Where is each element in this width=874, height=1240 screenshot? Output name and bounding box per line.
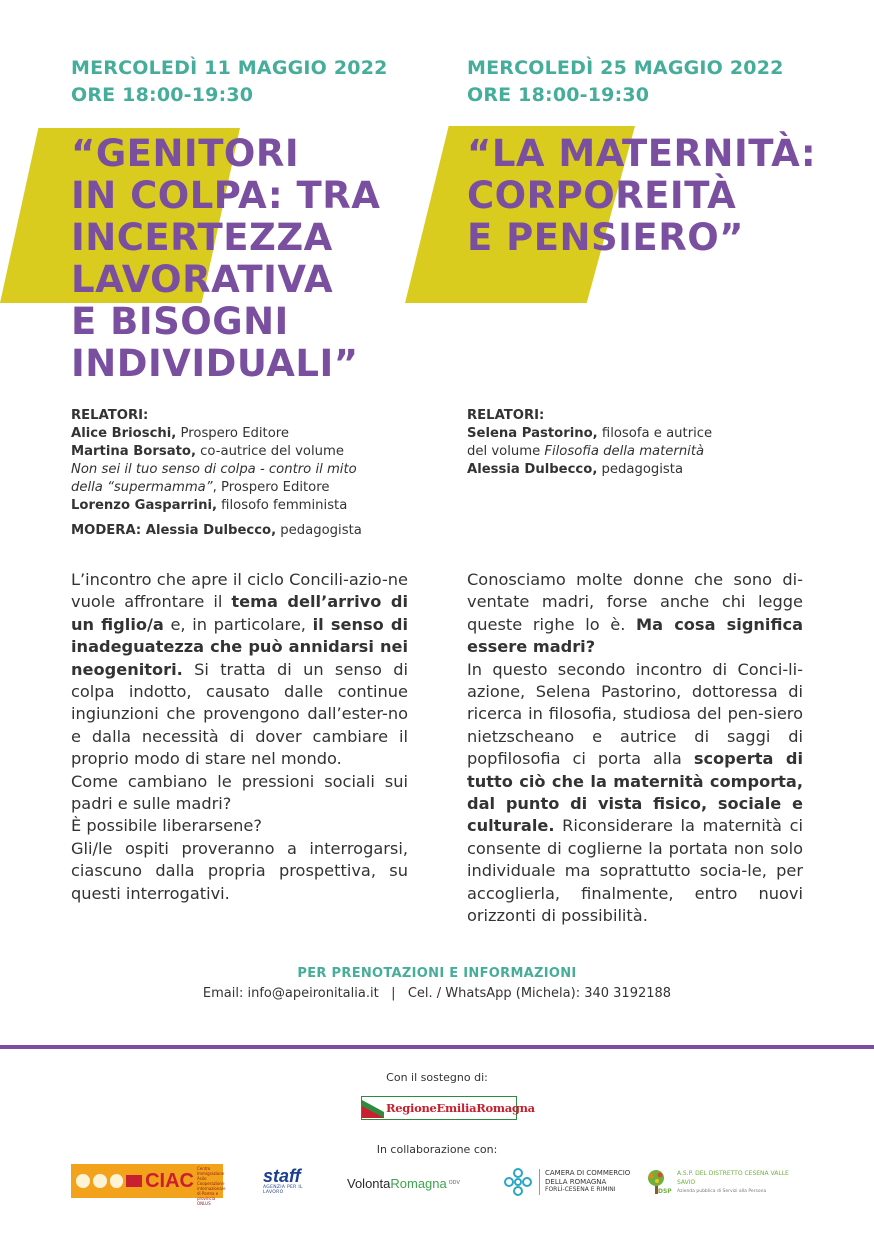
ciac-logo-text: CIAC — [145, 1169, 194, 1192]
speaker-line: Alessia Dulbecco, pedagogista — [467, 462, 684, 477]
speaker-line: Martina Borsato, co-autrice del volume — [71, 444, 344, 459]
staff-logo — [263, 1167, 321, 1197]
building-icon — [126, 1175, 142, 1187]
regione-flag-icon — [362, 1098, 384, 1118]
title-line: “LA MATERNITÀ: — [467, 132, 817, 175]
staff-logo-subtitle: AGENZIA PER IL LAVORO — [263, 1185, 303, 1195]
right-event-time: ORE 18:00-19:30 — [467, 84, 650, 106]
right-description — [467, 569, 803, 928]
divider-line — [0, 1045, 874, 1049]
title-line: CORPOREITÀ — [467, 174, 737, 217]
volontaromagna-logo: Volonta Romagna ODV — [347, 1175, 460, 1191]
right-event-date-block — [467, 55, 784, 109]
left-speakers — [71, 407, 401, 540]
left-event-date-block — [71, 55, 388, 109]
camera-emblem-icon — [503, 1167, 533, 1197]
face-icon — [110, 1174, 124, 1188]
left-event-title — [71, 133, 380, 385]
title-line: E BISOGNI — [71, 300, 289, 343]
asp-logo: DSP A.S.P. DEL DISTRETTO CESENA VALLE SAVIO Azienda pubblica di Servizi alla Persona — [643, 1166, 803, 1198]
regione-logo — [361, 1096, 535, 1120]
title-line: INDIVIDUALI” — [71, 342, 359, 385]
title-line: E PENSIERO” — [467, 216, 744, 259]
book-title-line: della “supermamma”, Prospero Editore — [71, 480, 330, 495]
title-line: LAVORATIVA — [71, 258, 334, 301]
camera-commercio-logo — [503, 1165, 639, 1199]
ciac-logo — [71, 1164, 226, 1206]
regione-logo-text: RegioneEmiliaRomagna — [386, 1101, 535, 1115]
right-paragraph-1: Conosciamo molte donne che sono di-ventate madri, forse anche chi legge queste righe lo è. Ma cosa significa essere madri? — [467, 570, 803, 657]
face-icon — [93, 1174, 107, 1188]
asp-text: A.S.P. DEL DISTRETTO CESENA VALLE SAVIO Azienda pubblica di Servizi alla Persona — [677, 1169, 789, 1194]
right-event-date: MERCOLEDÌ 25 MAGGIO 2022 — [467, 57, 784, 79]
camera-text: CAMERA DI COMMERCIO DELLA ROMAGNA FORLÌ-CESENA E RIMINI — [539, 1169, 630, 1195]
right-paragraph-2: In questo secondo incontro di Conci-li-azione, Selena Pastorino, dottoressa di ricerca in filosofia, studiosa del pen-siero nietzscheano e autrice di saggi di popfilosofia ci porta alla scoperta di tutto ciò che la maternità comporta, dal punto di vista fisico, sociale e culturale. Riconsiderare la maternità ci consente di coglierne la portata non solo individuale ma soprattutto socia-le, per accoglierla, finalmente, entro nuovi orizzonti di possibilità. — [467, 659, 803, 926]
left-paragraph-2: Come cambiano le pressioni sociali sui padri e sulle madri? — [71, 771, 408, 814]
moderator-line: MODERA: Alessia Dulbecco, pedagogista — [71, 523, 362, 538]
contact-info: Email: info@apeironitalia.it | Cel. / WhatsApp (Michela): 340 3192188 — [202, 986, 672, 1001]
face-icon — [76, 1174, 90, 1188]
left-event-date: MERCOLEDÌ 11 MAGGIO 2022 — [71, 57, 388, 79]
title-line: “GENITORI — [71, 132, 300, 175]
right-event-title — [467, 133, 816, 259]
speaker-line: Alice Brioschi, Prospero Editore — [71, 426, 290, 441]
right-speakers — [467, 407, 797, 479]
ciac-logo-subtitle: Centro Immigrazione Asilo Cooperazione internazionale di Parma e provincia ONLUS — [196, 1166, 226, 1206]
left-event-time: ORE 18:00-19:30 — [71, 84, 254, 106]
title-line: IN COLPA: TRA — [71, 174, 381, 217]
relatori-label: RELATORI: — [71, 408, 149, 423]
title-line: INCERTEZZA — [71, 216, 333, 259]
support-label: Con il sostegno di: — [386, 1071, 488, 1084]
info-title: PER PRENOTAZIONI E INFORMAZIONI — [297, 966, 577, 981]
book-title-line: Non sei il tuo senso di colpa - contro il mito — [71, 462, 357, 477]
speaker-line: del volume Filosofia della maternità — [467, 444, 705, 459]
collab-label: In collaborazione con: — [376, 1143, 498, 1156]
relatori-label: RELATORI: — [467, 408, 545, 423]
speaker-line: Selena Pastorino, filosofa e autrice — [467, 426, 713, 441]
left-paragraph-4: Gli/le ospiti proveranno a interrogarsi, ciascuno dalla propria prospettiva, su questi interrogativi. — [71, 838, 408, 903]
left-paragraph-3: È possibile liberarsene? — [71, 816, 262, 836]
staff-logo-text: staff — [263, 1166, 301, 1186]
speaker-line: Lorenzo Gasparrini, filosofo femminista — [71, 498, 348, 513]
left-description — [71, 569, 408, 905]
left-paragraph-1: L’incontro che apre il ciclo Concili-azio-ne vuole affrontare il tema dell’arrivo di un figlio/a e, in particolare, il senso di inadeguatezza che può annidarsi nei neogenitori. Si tratta di un senso di colpa indotto, causato dalle continue ingiunzioni che provengono dall’ester-no e dalla necessità di dover cambiare il proprio modo di stare nel mondo. — [71, 570, 408, 769]
